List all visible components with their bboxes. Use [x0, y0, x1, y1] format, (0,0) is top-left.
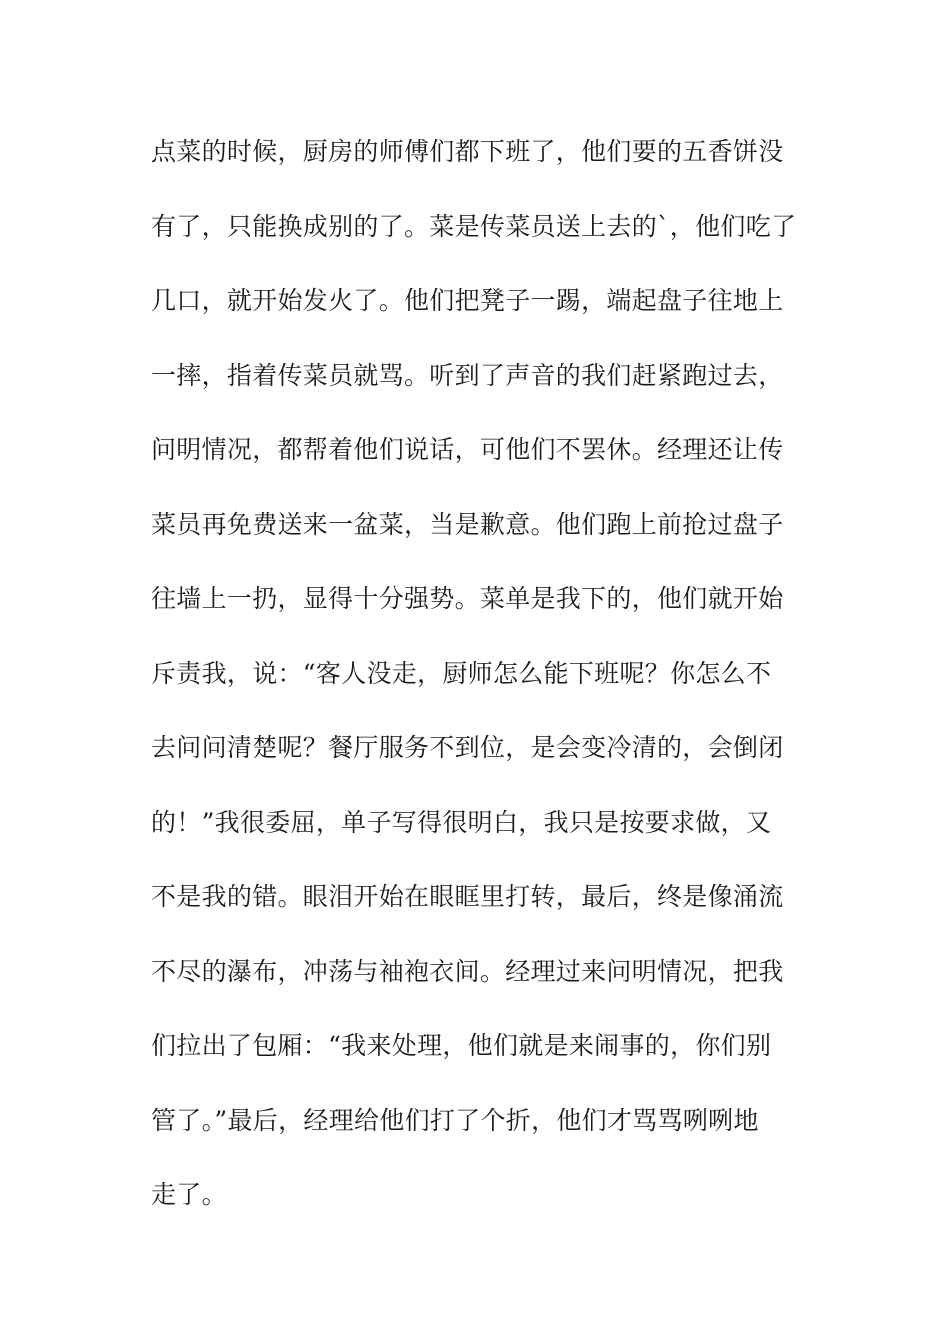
- text-line: 点菜的时候，厨房的师傅们都下班了，他们要的五香饼没: [151, 137, 784, 166]
- text-line: 几口，就开始发火了。他们把凳子一踢，端起盘子往地上: [151, 286, 784, 315]
- text-line: 去问问清楚呢？餐厅服务不到位，是会变冷清的，会倒闭: [151, 733, 784, 762]
- text-line: 菜员再免费送来一盆菜，当是歉意。他们跑上前抢过盘子: [151, 509, 784, 539]
- text-line: 走了。: [151, 1180, 227, 1209]
- text-line: 有了，只能换成别的了。菜是传菜员送上去的`，他们吃了: [151, 211, 797, 241]
- text-line: 管了。”最后，经理给他们打了个折，他们才骂骂咧咧地: [151, 1105, 759, 1135]
- text-line: 不是我的错。眼泪开始在眼眶里打转，最后，终是像涌流: [151, 882, 784, 911]
- text-line: 问明情况，都帮着他们说话，可他们不罢休。经理还让传: [151, 435, 784, 464]
- text-line: 不尽的瀑布，冲荡与袖袍衣间。经理过来问明情况，把我: [151, 956, 784, 986]
- text-line: 的！”我很委屈，单子写得很明白，我只是按要求做，又: [151, 807, 772, 837]
- text-line: 斥责我，说：“客人没走，厨师怎么能下班呢？你怎么不: [151, 658, 772, 688]
- body-text: [151, 126, 811, 1244]
- text-line: 往墙上一扔，显得十分强势。菜单是我下的，他们就开始: [151, 584, 784, 613]
- text-line: 一摔，指着传菜员就骂。听到了声音的我们赶紧跑过去，: [151, 360, 784, 390]
- text-line: 们拉出了包厢：“我来处理，他们就是来闹事的，你们别: [151, 1031, 772, 1060]
